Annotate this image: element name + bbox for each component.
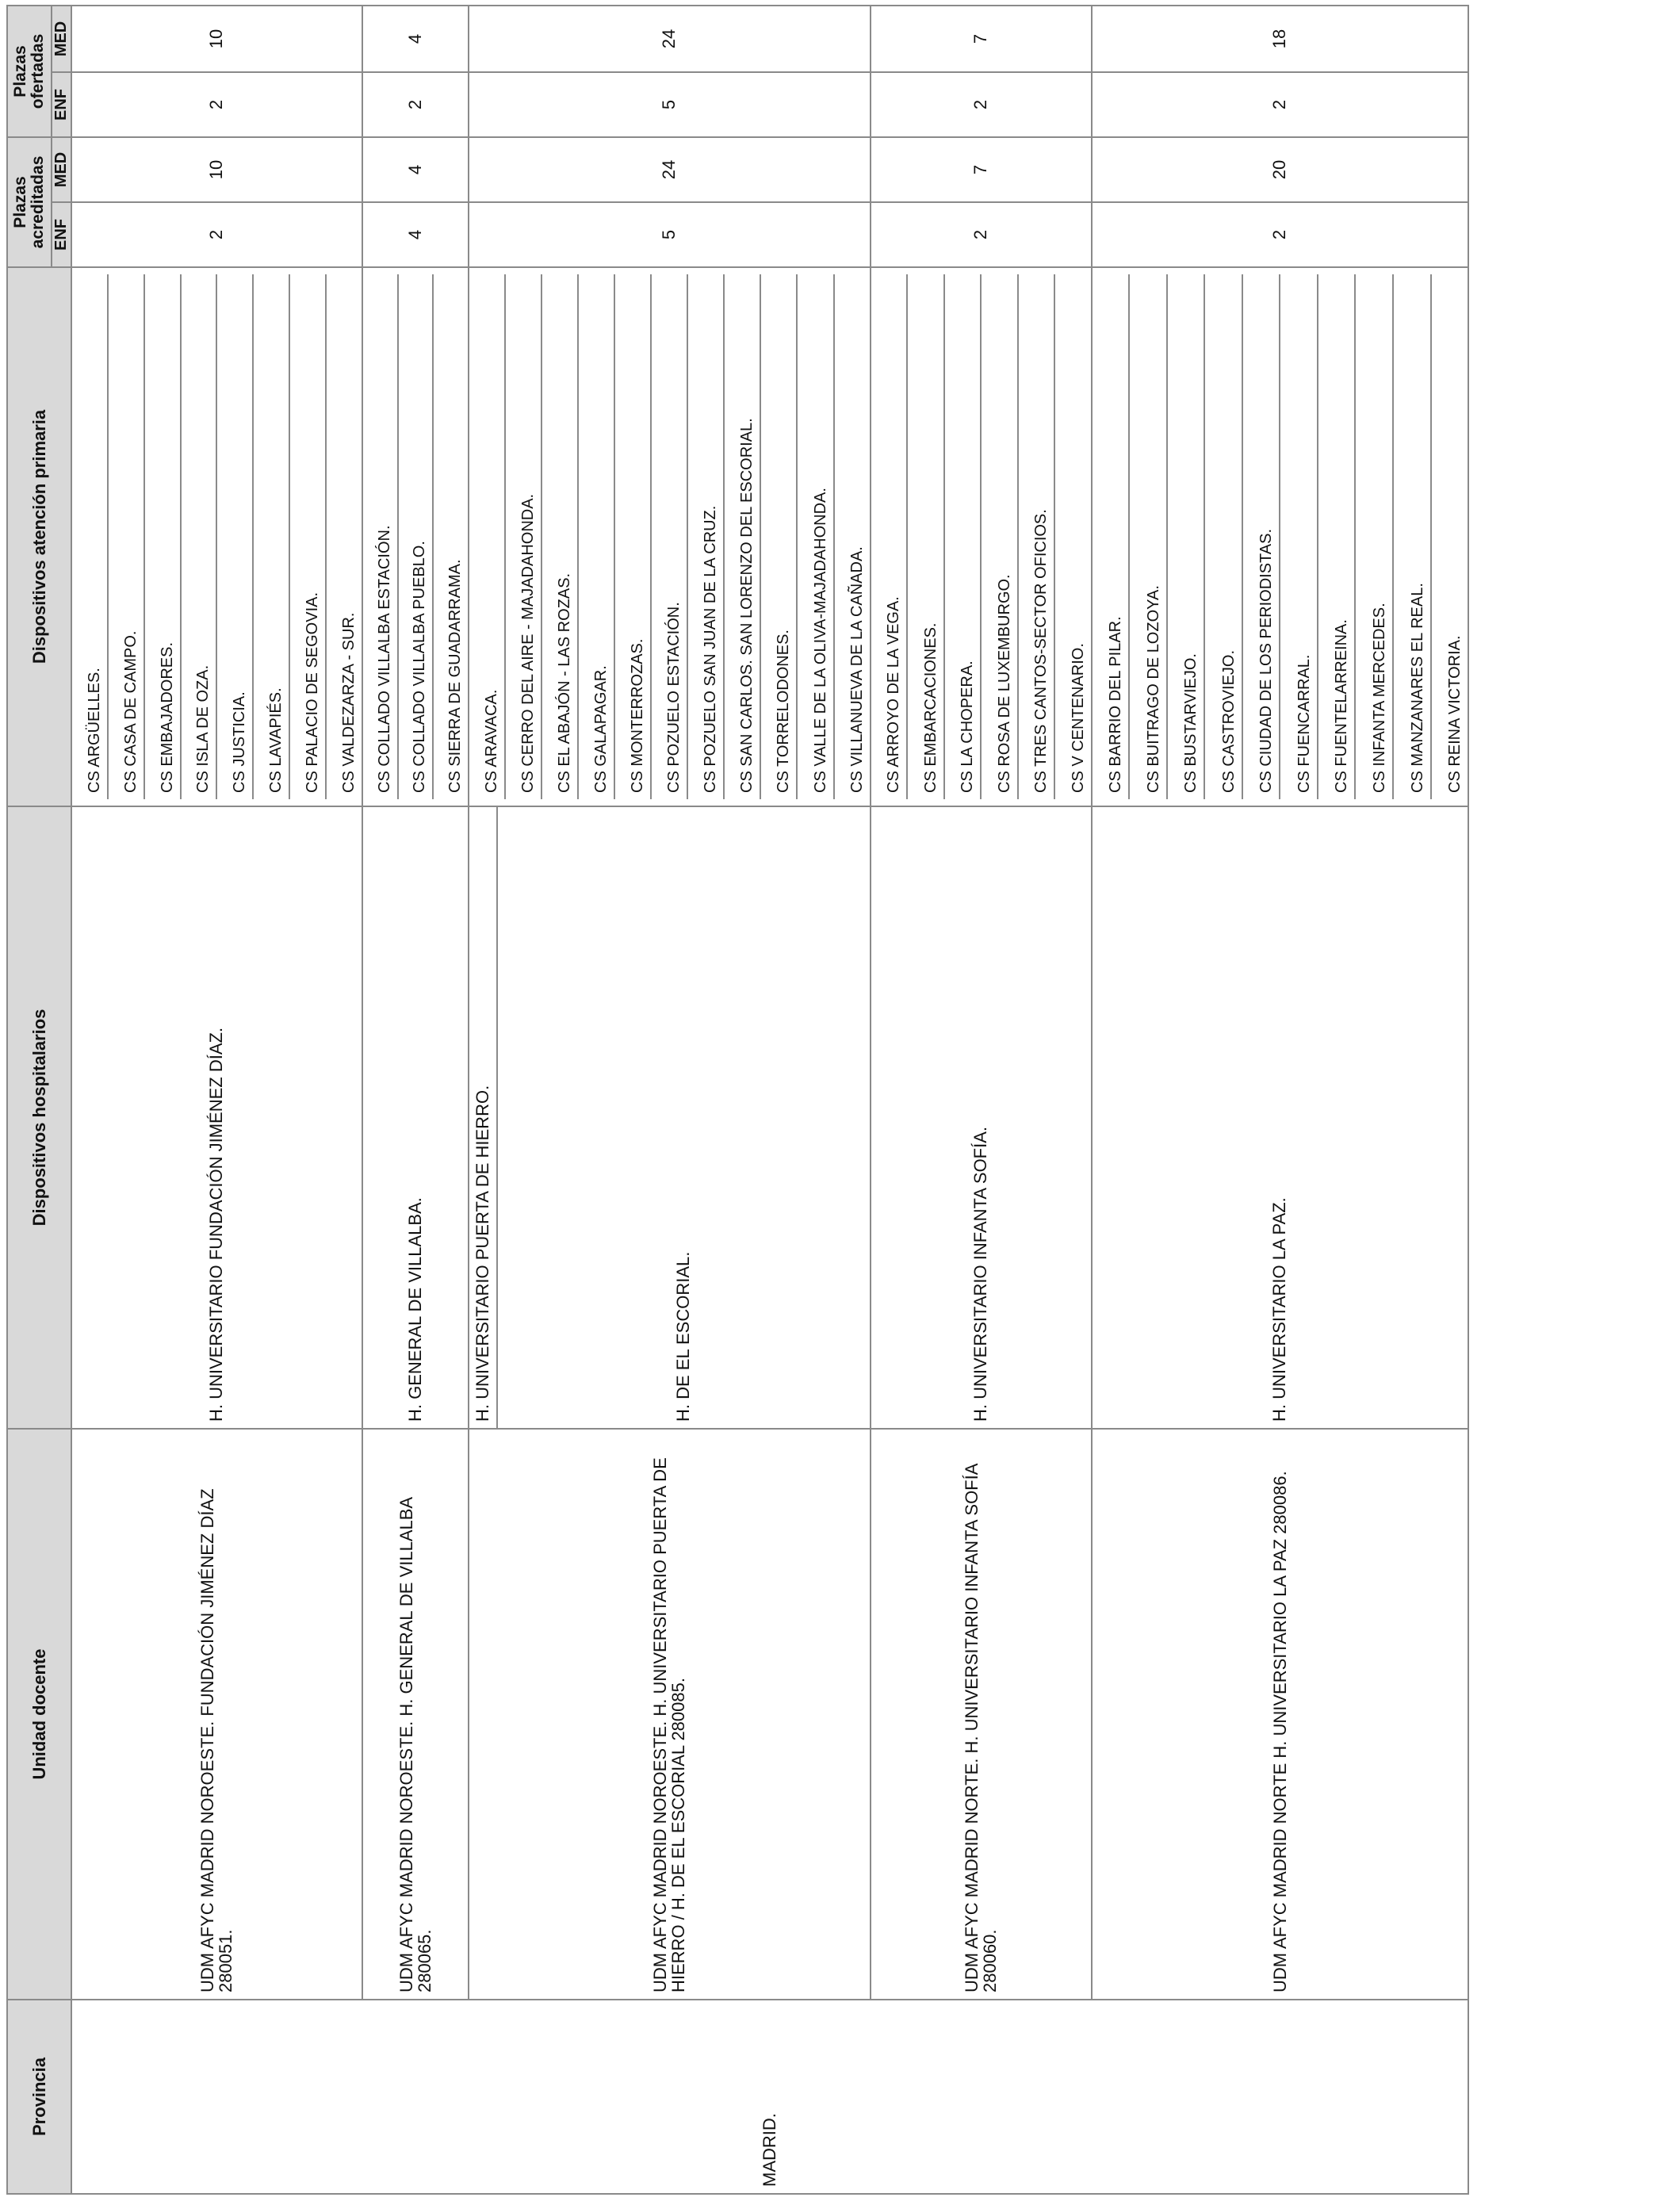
list-item: CS FUENCARRAL. xyxy=(1280,274,1318,799)
list-item: CS ARAVACA. xyxy=(469,274,506,799)
list-item: CS CASA DE CAMPO. xyxy=(109,274,145,799)
header-ofertadas-med: MED xyxy=(52,6,71,72)
atencion-primaria-list xyxy=(1093,274,1468,799)
atencion-primaria-list xyxy=(469,274,869,799)
acreditadas-med-cell: 4 xyxy=(362,137,469,202)
list-item: CS BUSTARVIEJO. xyxy=(1168,274,1206,799)
hospital-cell xyxy=(871,806,1092,1429)
hospital-name: H. GENERAL DE VILLALBA. xyxy=(405,1197,426,1422)
list-item: CS VALLE DE LA OLIVA-MAJADAHONDA. xyxy=(798,274,834,799)
ofertadas-enf-cell: 2 xyxy=(871,72,1092,137)
list-item: CS COLLADO VILLALBA PUEBLO. xyxy=(399,274,434,799)
atencion-primaria-list xyxy=(871,274,1091,799)
ofertadas-med-cell: 10 xyxy=(71,6,362,72)
ofertadas-enf-cell: 2 xyxy=(71,72,362,137)
list-item: CS CASTROVIEJO. xyxy=(1205,274,1243,799)
atencion-primaria-list xyxy=(363,274,468,799)
table-body xyxy=(71,6,1468,2194)
rotated-table-frame xyxy=(6,6,1469,2195)
list-item: CS ARGÜELLES. xyxy=(72,274,109,799)
hospital-name: H. DE EL ESCORIAL. xyxy=(673,1251,694,1422)
unidad-docente-cell: UDM AFYC MADRID NOROESTE. H. UNIVERSITARIO PUERTA DE HIERRO / H. DE EL ESCORIAL 280085. xyxy=(469,1429,870,2000)
header-dispositivos-hospitalarios: Dispositivos hospitalarios xyxy=(7,806,71,1429)
acreditadas-enf-cell: 2 xyxy=(871,202,1092,267)
atencion-primaria-cell xyxy=(1092,267,1468,806)
list-item: CS EMBARCACIONES. xyxy=(908,274,945,799)
list-item: CS PALACIO DE SEGOVIA. xyxy=(290,274,327,799)
acreditadas-med-cell: 7 xyxy=(871,137,1092,202)
header-provincia: Provincia xyxy=(7,2000,71,2194)
list-item: CS ISLA DE OZA. xyxy=(182,274,218,799)
acreditadas-enf-cell: 2 xyxy=(71,202,362,267)
atencion-primaria-cell xyxy=(71,267,362,806)
ofertadas-enf-cell: 2 xyxy=(1092,72,1468,137)
header-acreditadas-med: MED xyxy=(52,137,71,202)
hospital-name: H. UNIVERSITARIO INFANTA SOFÍA. xyxy=(970,1126,991,1422)
list-item: CS GALAPAGAR. xyxy=(579,274,615,799)
header-acreditadas-enf: ENF xyxy=(52,202,71,267)
list-item: CS BUITRAGO DE LOZOYA. xyxy=(1130,274,1168,799)
table-row xyxy=(871,6,1092,2194)
list-item: CS SIERRA DE GUADARRAMA. xyxy=(446,559,465,793)
list-item: CS BARRIO DEL PILAR. xyxy=(1093,274,1131,799)
list-item: CS LA CHOPERA. xyxy=(945,274,982,799)
list-item: CS FUENTELARREINA. xyxy=(1318,274,1357,799)
ofertadas-med-cell: 24 xyxy=(469,6,870,72)
list-item: CS CERRO DEL AIRE - MAJADAHONDA. xyxy=(506,274,542,799)
table-row xyxy=(469,6,870,2194)
list-item: CS ROSA DE LUXEMBURGO. xyxy=(982,274,1019,799)
list-item: CS TORRELODONES. xyxy=(761,274,798,799)
list-item: CS MANZANARES EL REAL. xyxy=(1394,274,1432,799)
acreditadas-enf-cell: 5 xyxy=(469,202,870,267)
list-item: CS REINA VICTORIA. xyxy=(1446,635,1464,793)
atencion-primaria-cell xyxy=(362,267,469,806)
list-item: CS TRES CANTOS-SECTOR OFICIOS. xyxy=(1019,274,1056,799)
list-item: CS JUSTICIA. xyxy=(217,274,254,799)
acreditadas-enf-cell: 2 xyxy=(1092,202,1468,267)
list-item: CS INFANTA MERCEDES. xyxy=(1356,274,1394,799)
atencion-primaria-cell xyxy=(871,267,1092,806)
list-item: CS COLLADO VILLALBA ESTACIÓN. xyxy=(363,274,399,799)
header-plazas-ofertadas: Plazas ofertadas xyxy=(7,6,52,137)
ofertadas-med-cell: 18 xyxy=(1092,6,1468,72)
ofertadas-enf-cell: 2 xyxy=(362,72,469,137)
list-item: CS CIUDAD DE LOS PERIODISTAS. xyxy=(1243,274,1281,799)
provincia-cell: MADRID. xyxy=(71,2000,1468,2194)
unidad-docente-cell: UDM AFYC MADRID NOROESTE. H. GENERAL DE VILLALBA 280065. xyxy=(362,1429,469,2000)
list-item: CS SAN CARLOS. SAN LORENZO DEL ESCORIAL. xyxy=(725,274,761,799)
list-item: CS MONTERROZAS. xyxy=(615,274,652,799)
hospital-cell xyxy=(1092,806,1468,1429)
list-item: CS POZUELO SAN JUAN DE LA CRUZ. xyxy=(688,274,725,799)
hospital-cell xyxy=(71,806,362,1429)
ofertadas-enf-cell: 5 xyxy=(469,72,870,137)
header-unidad-docente: Unidad docente xyxy=(7,1429,71,2000)
table-row xyxy=(362,6,469,2194)
list-item: CS VALDEZARZA - SUR. xyxy=(339,612,358,793)
list-item: CS V CENTENARIO. xyxy=(1069,643,1087,793)
acreditadas-med-cell: 10 xyxy=(71,137,362,202)
hospital-name: H. UNIVERSITARIO PUERTA DE HIERRO. xyxy=(469,807,498,1428)
acreditadas-med-cell: 20 xyxy=(1092,137,1468,202)
table-row xyxy=(71,6,362,2194)
list-item: CS VILLANUEVA DE LA CAÑADA. xyxy=(848,546,866,793)
acreditadas-med-cell: 24 xyxy=(469,137,870,202)
ofertadas-med-cell: 4 xyxy=(362,6,469,72)
acreditadas-enf-cell: 4 xyxy=(362,202,469,267)
unidad-docente-cell: UDM AFYC MADRID NORTE. H. UNIVERSITARIO INFANTA SOFÍA 280060. xyxy=(871,1429,1092,2000)
plazas-table xyxy=(6,5,1469,2195)
atencion-primaria-list xyxy=(72,274,362,799)
atencion-primaria-cell xyxy=(469,267,870,806)
list-item: CS ARROYO DE LA VEGA. xyxy=(871,274,909,799)
list-item: CS POZUELO ESTACIÓN. xyxy=(652,274,688,799)
ofertadas-med-cell: 7 xyxy=(871,6,1092,72)
hospital-cell xyxy=(469,806,870,1429)
hospital-name: H. UNIVERSITARIO FUNDACIÓN JIMÉNEZ DÍAZ. xyxy=(206,1027,227,1422)
hospital-name: H. UNIVERSITARIO LA PAZ. xyxy=(1269,1197,1290,1422)
header-plazas-acreditadas: Plazas acreditadas xyxy=(7,137,52,267)
list-item: CS EMBAJADORES. xyxy=(145,274,182,799)
list-item: CS LAVAPIÉS. xyxy=(254,274,290,799)
unidad-docente-cell: UDM AFYC MADRID NOROESTE. FUNDACIÓN JIMÉNEZ DÍAZ 280051. xyxy=(71,1429,362,2000)
header-ofertadas-enf: ENF xyxy=(52,72,71,137)
header-dispositivos-atencion-primaria: Dispositivos atención primaria xyxy=(7,267,71,806)
hospital-cell xyxy=(362,806,469,1429)
list-item: CS EL ABAJÓN - LAS ROZAS. xyxy=(542,274,579,799)
table-row xyxy=(1092,6,1468,2194)
unidad-docente-cell: UDM AFYC MADRID NORTE H. UNIVERSITARIO LA PAZ 280086. xyxy=(1092,1429,1468,2000)
